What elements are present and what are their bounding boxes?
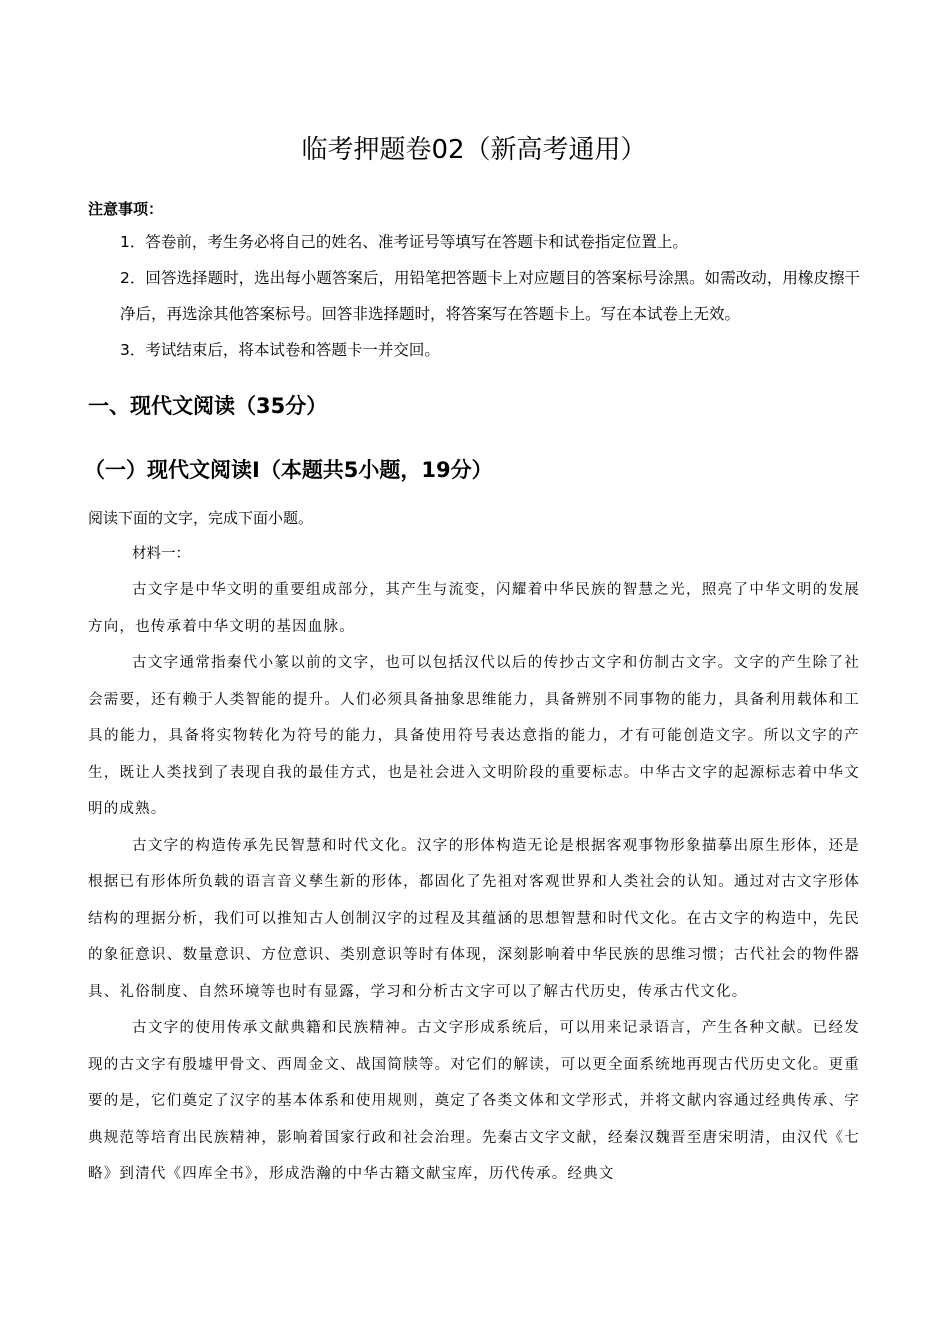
exam-page xyxy=(84,130,860,1193)
material-label: 材料一： xyxy=(132,546,190,562)
note-item-1: 1．答卷前，考生务必将自己的姓名、准考证号等填写在答题卡和试卷指定位置上。 xyxy=(120,233,688,251)
page-title: 临考押题卷02（新高考通用） xyxy=(301,135,647,165)
reading-instruction: 阅读下面的文字，完成下面小题。 xyxy=(88,509,314,527)
passage-paragraph-3: 古文字的构造传承先民智慧和时代文化。汉字的形体构造无论是根据客观事物形象描摹出原生形体，还是根据已有形体所负载的语言音义孳生新的形体，都固化了先祖对客观世界和人类社会的认知。通过对古文字形体结构的理据分析，我们可以推知古人创制汉字的过程及其蕴涵的思想智慧和时代文化。在古文字的构造中，先民的象征意识、数量意识、方位意识、类别意识等时有体现，深刻影响着中华民族的思维习惯；古代社会的物件器具、礼俗制度、自然环境等也时有显露，学习和分析古文字可以了解古代历史，传承古代文化。 xyxy=(88,837,860,1000)
passage-paragraph-1: 古文字是中华文明的重要组成部分，其产生与流变，闪耀着中华民族的智慧之光，照亮了中华文明的发展方向，也传承着中华文明的基因血脉。 xyxy=(88,582,860,635)
note-item-2: 2．回答选择题时，选出每小题答案后，用铅笔把答题卡上对应题目的答案标号涂黑。如需改动，用橡皮擦干净后，再选涂其他答案标号。回答非选择题时，将答案写在答题卡上。写在本试卷上无效。 xyxy=(120,269,860,323)
note-item-3: 3．考试结束后，将本试卷和答题卡一并交回。 xyxy=(120,341,440,359)
passage-paragraph-4: 古文字的使用传承文献典籍和民族精神。古文字形成系统后，可以用来记录语言，产生各种文献。已经发现的古文字有殷墟甲骨文、西周金文、战国简牍等。对它们的解读，可以更全面系统地再现古代历史文化。更重要的是，它们奠定了汉字的基本体系和使用规则，奠定了各类文体和文学形式，并将文献内容通过经典传承、字典规范等培育出民族精神，影响着国家行政和社会治理。先秦古文字文献，经秦汉魏晋至唐宋明清，由汉代《七略》到清代《四库全书》，形成浩瀚的中华古籍文献宝库，历代传承。经典文 xyxy=(88,1020,860,1182)
passage-paragraph-2: 古文字通常指秦代小篆以前的文字，也可以包括汉代以后的传抄古文字和仿制古文字。文字的产生除了社会需要，还有赖于人类智能的提升。人们必须具备抽象思维能力，具备辨别不同事物的能力，具备利用载体和工具的能力，具备将实物转化为符号的能力，具备使用符号表达意指的能力，才有可能创造文字。所以文字的产生，既让人类找到了表现自我的最佳方式，也是社会进入文明阶段的重要标志。中华古文字的起源标志着中华文明的成熟。 xyxy=(88,655,860,817)
subsection-heading: （一）现代文阅读Ⅰ（本题共5小题，19分） xyxy=(84,458,493,482)
section-heading: 一、现代文阅读（35分） xyxy=(88,394,328,418)
notes-heading: 注意事项： xyxy=(88,200,164,218)
